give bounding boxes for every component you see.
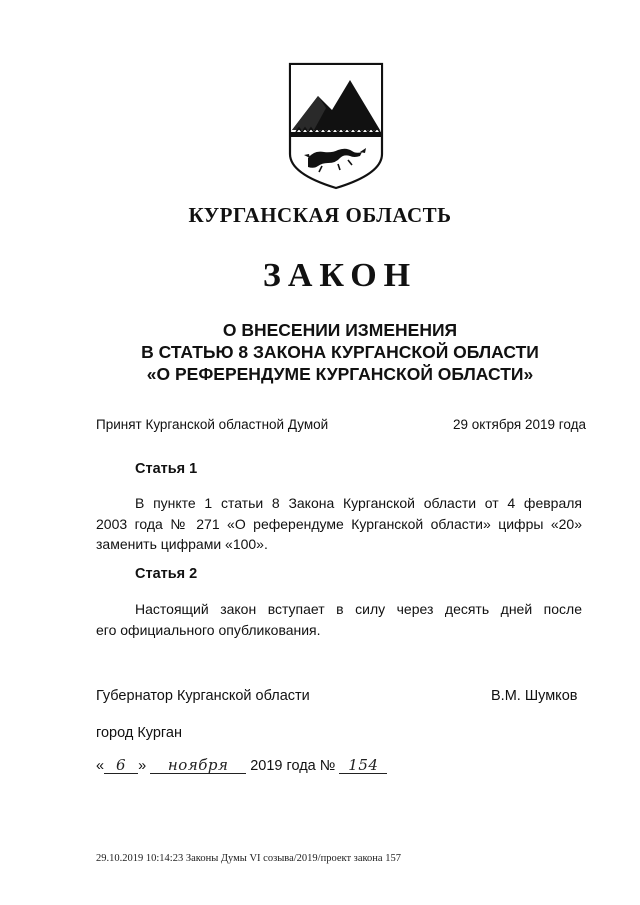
handwritten-number: 154 [339, 757, 387, 774]
law-title-line-1: О ВНЕСЕНИИ ИЗМЕНЕНИЯ [222, 320, 458, 340]
law-title-line-2: В СТАТЬЮ 8 ЗАКОНА КУРГАНСКОЙ ОБЛАСТИ [141, 342, 539, 362]
handwritten-month: ноября [150, 757, 246, 774]
place-of-signing: город Курган [96, 725, 182, 741]
signature-name: В.М. Шумков [491, 688, 578, 704]
article-1-line-3: заменить цифрами «100». [96, 536, 268, 552]
document-type-heading: ЗАКОН [262, 257, 418, 294]
article-1-heading: Статья 1 [135, 461, 198, 477]
handwritten-day: 6 [104, 757, 138, 774]
article-2-heading: Статья 2 [135, 566, 198, 582]
adoption-body: Принят Курганской областной Думой [96, 417, 329, 432]
article-1-line-1: В пункте 1 статьи 8 Закона Курганской области от 4 февраля [135, 495, 582, 511]
year-label: 2019 года № [250, 758, 336, 774]
article-1-line-2: 2003 года № 271 «О референдуме Курганской области» цифры «20» [96, 516, 582, 532]
date-line [96, 756, 387, 777]
close-quote: » [138, 758, 147, 774]
article-2-line-1: Настоящий закон вступает в силу через десять дней после [135, 601, 582, 617]
region-heading: КУРГАНСКАЯ ОБЛАСТЬ [188, 203, 452, 227]
adoption-date: 29 октября 2019 года [453, 417, 586, 432]
coat-of-arms-emblem [288, 62, 384, 190]
signature-position: Губернатор Курганской области [96, 688, 310, 704]
article-2-line-2: его официального опубликования. [96, 622, 321, 638]
open-quote: « [96, 758, 105, 774]
footer-file-info: 29.10.2019 10:14:23 Законы Думы VI созыва/2019/проект закона 157 [96, 853, 401, 864]
law-title-line-3: «О РЕФЕРЕНДУМЕ КУРГАНСКОЙ ОБЛАСТИ» [146, 364, 534, 384]
